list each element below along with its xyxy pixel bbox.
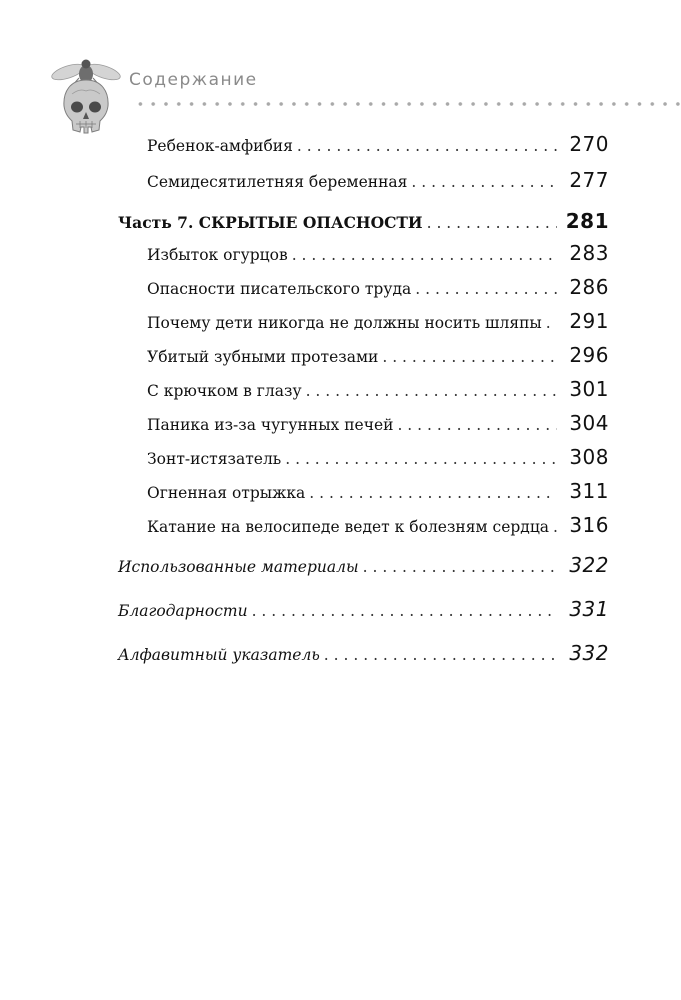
- running-header: [0, 0, 681, 150]
- skull-with-fly-icon: [50, 58, 122, 140]
- dot-leader: [382, 345, 557, 369]
- toc-entry-page: 311: [569, 479, 609, 503]
- dot-leader: [427, 211, 557, 235]
- back-matter-title: Благодарности: [118, 602, 248, 620]
- toc-entry-page: 286: [569, 275, 609, 299]
- toc-entry: [147, 241, 609, 267]
- toc-entry-title: Паника из-за чугунных печей: [147, 416, 394, 434]
- toc-entry-title: С крючком в глазу: [147, 382, 302, 400]
- toc-entry-page: 283: [569, 241, 609, 265]
- dot-leader: [309, 481, 557, 505]
- toc-part-heading: [118, 209, 609, 235]
- dot-leader: [306, 379, 557, 403]
- dot-leader: [363, 555, 557, 579]
- dot-leader: [546, 311, 557, 335]
- toc-entry: [147, 343, 609, 369]
- back-matter-page: 331: [569, 597, 609, 621]
- toc-entry-page: 308: [569, 445, 609, 469]
- dot-leader: [553, 515, 557, 539]
- header-title: Содержание: [129, 70, 258, 90]
- toc-entry: [147, 275, 609, 301]
- dot-leader: [415, 277, 557, 301]
- toc-entry: [147, 513, 609, 539]
- back-matter-title: Использованные материалы: [118, 558, 359, 576]
- toc-back-matter-entry: [118, 597, 609, 623]
- toc-entry-page: 316: [569, 513, 609, 537]
- toc-entry: [147, 168, 609, 194]
- toc-entry-title: Зонт-истязатель: [147, 450, 282, 468]
- toc-entry-page: 277: [569, 168, 609, 192]
- dot-leader: [285, 447, 557, 471]
- toc-entry: [147, 377, 609, 403]
- dot-leader: [297, 134, 557, 158]
- part-title: Часть 7. СКРЫТЫЕ ОПАСНОСТИ: [118, 213, 423, 232]
- toc-entry-page: 296: [569, 343, 609, 367]
- toc-entry-title: Семидесятилетняя беременная: [147, 173, 408, 191]
- toc-entry: [147, 445, 609, 471]
- back-matter-title: Алфавитный указатель: [118, 646, 320, 664]
- toc-entry-title: Опасности писательского труда: [147, 280, 412, 298]
- part-page: 281: [565, 209, 609, 233]
- header-dotted-rule: [134, 101, 681, 107]
- toc-entry-page: 270: [569, 132, 609, 156]
- toc-entry-title: Почему дети никогда не должны носить шляпы: [147, 314, 542, 332]
- toc-entry-title: Катание на велосипеде ведет к болезням сердца: [147, 518, 550, 536]
- toc-entry-title: Убитый зубными протезами: [147, 348, 379, 366]
- dot-leader: [252, 599, 557, 623]
- toc-back-matter-entry: [118, 641, 609, 667]
- toc-entry-page: 304: [569, 411, 609, 435]
- back-matter-page: 332: [569, 641, 609, 665]
- back-matter-page: 322: [569, 553, 609, 577]
- toc-entry: [147, 411, 609, 437]
- toc-entry-title: Огненная отрыжка: [147, 484, 306, 502]
- dot-leader: [292, 243, 557, 267]
- dot-leader: [411, 170, 557, 194]
- toc-entry-page: 301: [569, 377, 609, 401]
- toc-entry-page: 291: [569, 309, 609, 333]
- toc-back-matter-entry: [118, 553, 609, 579]
- toc-entry: [147, 309, 609, 335]
- dot-leader: [397, 413, 557, 437]
- toc-entry-title: Ребенок-амфибия: [147, 137, 293, 155]
- toc-entry: [147, 479, 609, 505]
- dot-leader: [324, 643, 557, 667]
- toc-entry: [147, 132, 609, 158]
- toc-entry-title: Избыток огурцов: [147, 246, 288, 264]
